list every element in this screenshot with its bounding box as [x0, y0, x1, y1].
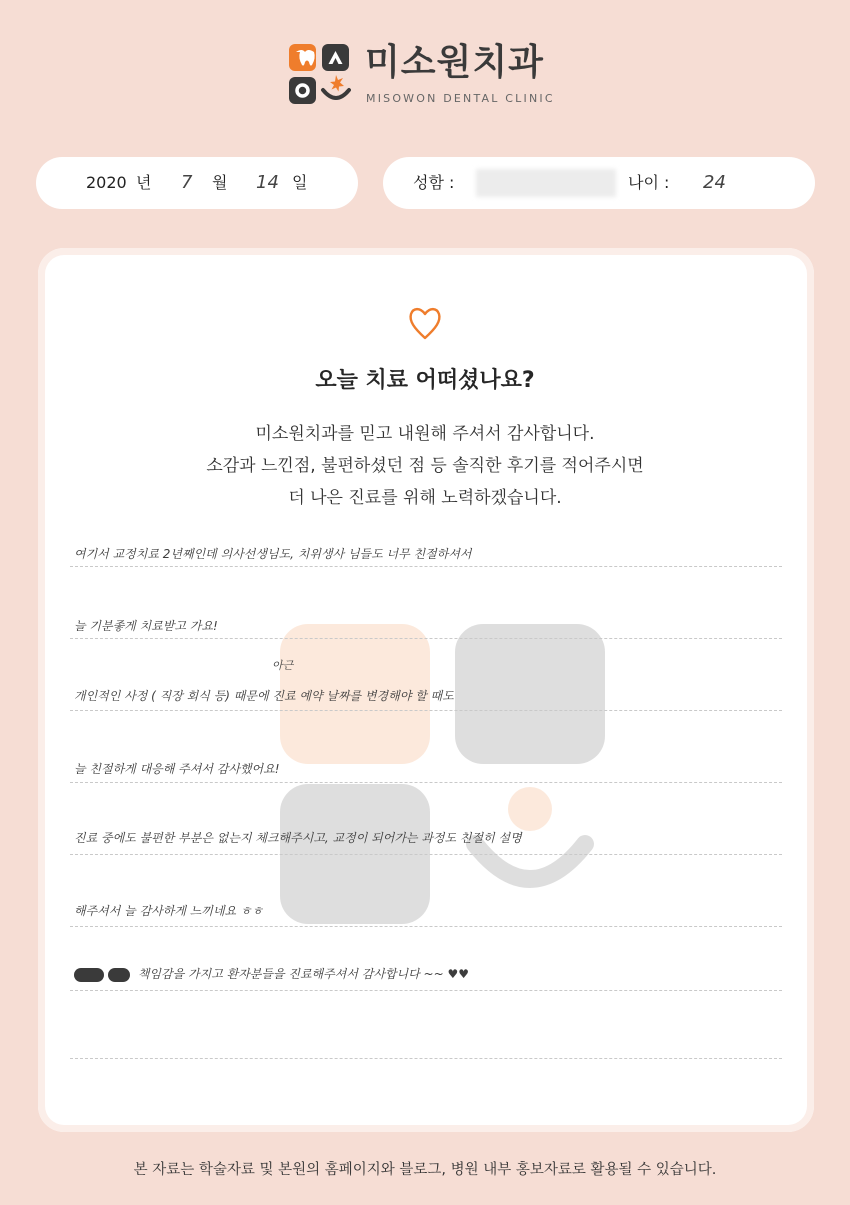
- review-annotation: 아근: [272, 659, 294, 672]
- patient-info-field: [383, 157, 815, 209]
- review-line-2: 늘 기분좋게 치료받고 가요!: [74, 619, 218, 633]
- review-line-7-wrapper: [74, 966, 794, 982]
- redacted-name: [476, 169, 616, 197]
- intro-line-1: 미소원치과를 믿고 내원해 주셔서 감사합니다.: [255, 424, 595, 444]
- ruled-line: [70, 566, 782, 567]
- day-unit: 일: [292, 173, 308, 192]
- review-line-7: 책임감을 가지고 환자분들을 진료해주셔서 감사합니다 ~~ ♥♥: [137, 967, 469, 981]
- intro-line-3: 더 나은 진료를 위해 노력하겠습니다.: [288, 488, 562, 508]
- tooth-smile-logo-icon: [287, 42, 351, 106]
- name-label: 성함 :: [413, 173, 455, 192]
- ruled-line: [70, 638, 782, 639]
- day-value: 14: [256, 172, 279, 193]
- redacted-scribble: [108, 968, 130, 982]
- clinic-logo: [287, 40, 577, 110]
- ruled-line: [70, 710, 782, 711]
- review-line-5: 진료 중에도 불편한 부분은 없는지 체크해주시고, 교정이 되어가는 과정도 친절히 설명: [74, 831, 522, 845]
- date-field: [36, 157, 358, 209]
- form-title: 오늘 치료 어떠셨나요?: [315, 368, 535, 393]
- ruled-line: [70, 926, 782, 927]
- age-label: 나이 :: [628, 173, 670, 192]
- review-line-6: 해주셔서 늘 감사하게 느끼네요 ㅎㅎ: [74, 904, 264, 918]
- ruled-line: [70, 990, 782, 991]
- clinic-name-english: MISOWON DENTAL CLINIC: [366, 92, 555, 105]
- review-line-1: 여기서 교정치료 2년째인데 의사선생님도, 치위생사 님들도 너무 친절하셔서: [74, 547, 472, 561]
- redacted-scribble: [74, 968, 104, 982]
- year-unit: 년: [136, 173, 152, 192]
- intro-line-2: 소감과 느낀점, 불편하셨던 점 등 솔직한 후기를 적어주시면: [206, 456, 644, 476]
- ruled-line: [70, 1058, 782, 1059]
- age-value: 24: [703, 172, 726, 193]
- review-line-3: 개인적인 사정 ( 직장 회식 등) 때문에 진료 예약 날짜를 변경해야 할 때도: [74, 689, 454, 703]
- ruled-line: [70, 854, 782, 855]
- clinic-name-korean: 미소원치과: [365, 42, 544, 83]
- month-unit: 월: [212, 173, 228, 192]
- heart-icon: [406, 302, 444, 342]
- year-value: 2020: [86, 173, 127, 192]
- review-line-4: 늘 친절하게 대응해 주셔서 감사했어요!: [74, 762, 280, 776]
- month-value: 7: [181, 172, 193, 193]
- usage-notice: 본 자료는 학술자료 및 본원의 홈페이지와 블로그, 병원 내부 홍보자료로 활용될 수 있습니다.: [133, 1162, 717, 1178]
- ruled-line: [70, 782, 782, 783]
